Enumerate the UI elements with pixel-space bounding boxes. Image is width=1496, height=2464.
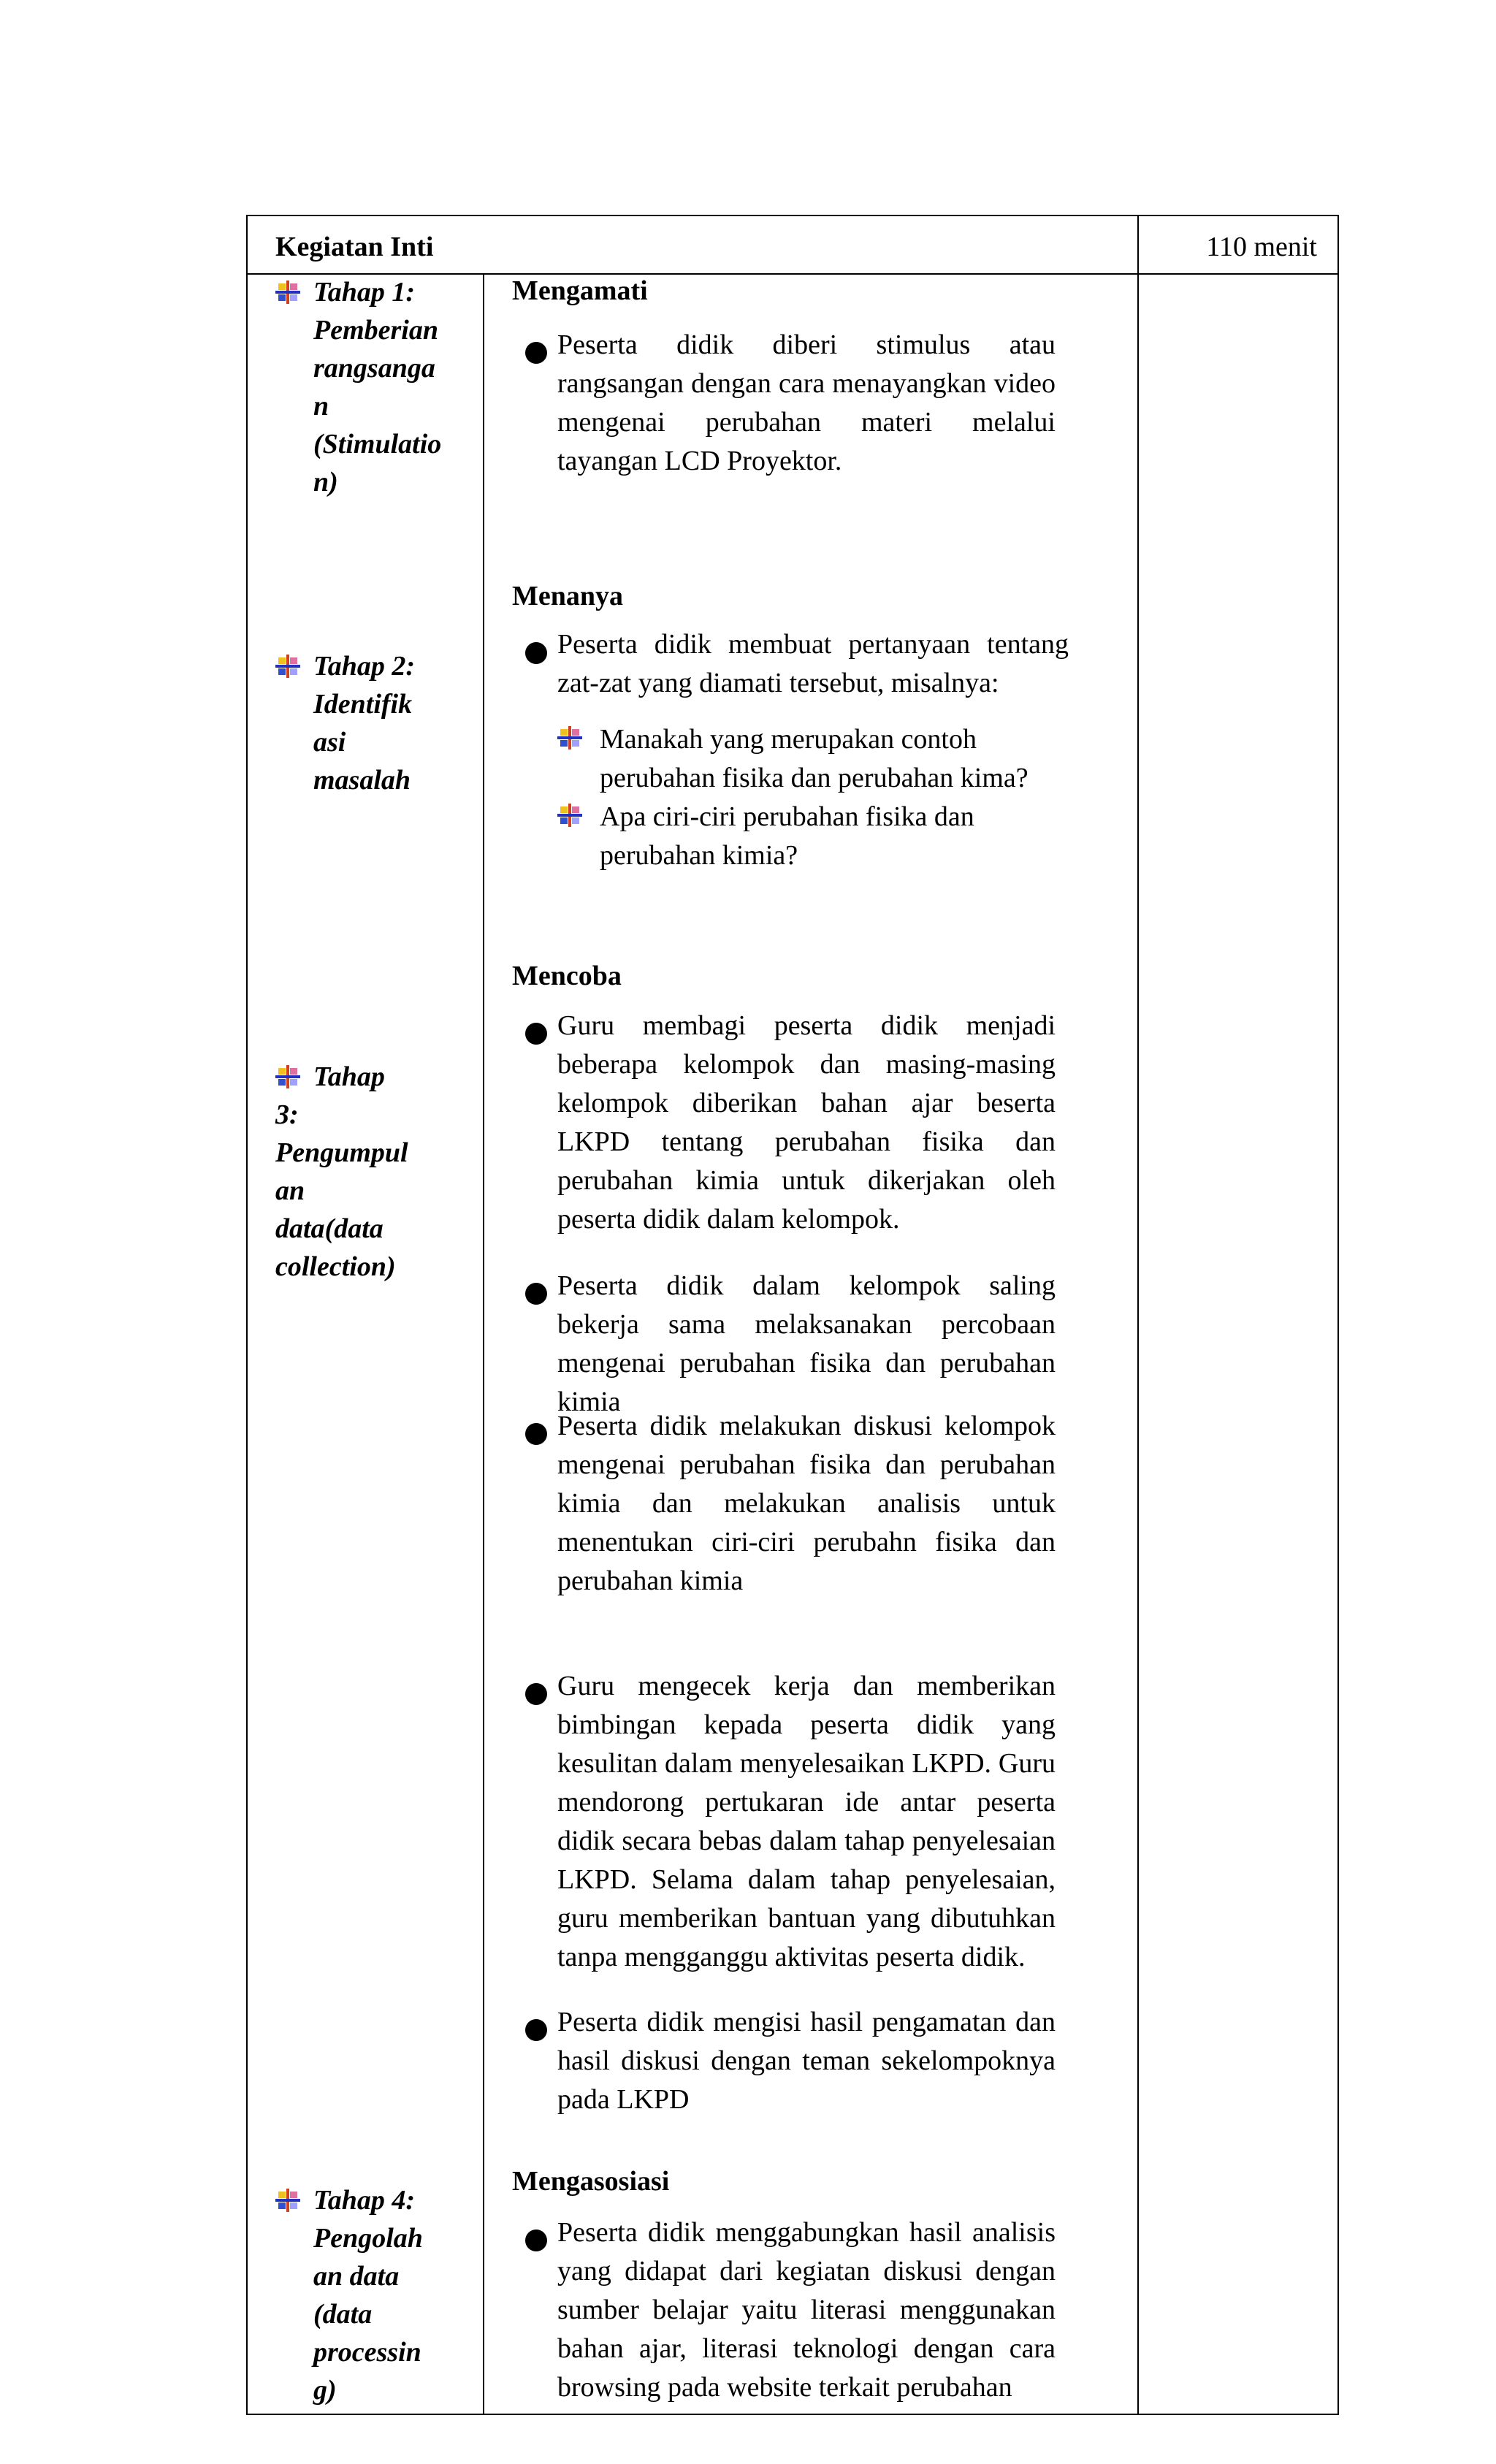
flag-bullet-icon [557, 804, 582, 827]
section-title-mengasosiasi: Mengasosiasi [512, 2166, 670, 2197]
stage-4 [275, 2181, 465, 2409]
mencoba-item: Guru membagi peserta didik menjadi beberapa kelompok dan masing-masing kelompok diberikan bahan ajar beserta LKPD tentang perubahan fisika dan perubahan kimia untuk dikerjakan oleh peserta didik dalam kelompok. [557, 1010, 1056, 1235]
stage-3-label: Tahap 3: Pengumpul an data(data collection) [275, 1061, 408, 1282]
menanya-subitem-text: Manakah yang merupakan contoh perubahan fisika dan perubahan kima? [600, 724, 1028, 793]
stage-2 [275, 647, 465, 799]
menanya-subitem [557, 798, 1056, 875]
flag-bullet-icon [557, 726, 582, 750]
section-title-mencoba: Mencoba [512, 961, 622, 991]
column-divider-time [1137, 216, 1139, 2414]
stage-4-label: Tahap 4: Pengolah an data (data processin g) [313, 2185, 423, 2406]
mengamati-item: Peserta didik diberi stimulus atau rangsangan dengan cara menayangkan video mengenai perubahan materi melalui tayangan LCD Proyektor. [557, 329, 1056, 476]
section-title-mengamati: Mengamati [512, 275, 648, 306]
menanya-subitem [557, 720, 1056, 798]
menanya-subitem-text: Apa ciri-ciri perubahan fisika dan perubahan kimia? [600, 801, 974, 871]
stage-3 [275, 1058, 465, 1286]
column-divider-stage [483, 273, 484, 2414]
stage-2-label: Tahap 2: Identifik asi masalah [313, 651, 416, 796]
flag-bullet-icon [275, 655, 300, 678]
mencoba-item: Guru mengecek kerja dan memberikan bimbingan kepada peserta didik yang kesulitan dalam menyelesaikan LKPD. Guru mendorong pertukaran ide antar peserta didik secara bebas dalam tahap penyelesaian LKPD. Selama dalam tahap penyelesaian, guru memberikan bantuan yang dibutuhkan tanpa mengganggu aktivitas peserta didik. [557, 1671, 1056, 1972]
activity-duration: 110 menit [1206, 232, 1317, 262]
activity-title: Kegiatan Inti [275, 232, 434, 262]
lesson-activity-table [246, 215, 1339, 2415]
section-title-menanya: Menanya [512, 581, 623, 611]
mencoba-item: Peserta didik mengisi hasil pengamatan dan hasil diskusi dengan teman sekelompoknya pada LKPD [557, 2007, 1056, 2115]
flag-bullet-icon [275, 2189, 300, 2212]
stage-1-label: Tahap 1: Pemberian rangsanga n (Stimulatio n) [313, 277, 442, 497]
mencoba-item: Peserta didik melakukan diskusi kelompok mengenai perubahan fisika dan perubahan kimia dan melakukan analisis untuk menentukan ciri-ciri perubahn fisika dan perubahan kimia [557, 1411, 1056, 1596]
flag-bullet-icon [275, 281, 300, 304]
mencoba-item: Peserta didik dalam kelompok saling bekerja sama melaksanakan percobaan mengenai perubahan fisika dan perubahan kimia [557, 1270, 1056, 1417]
mengasosiasi-item: Peserta didik menggabungkan hasil analisis yang didapat dari kegiatan diskusi dengan sumber belajar yaitu literasi menggunakan bahan ajar, literasi teknologi dengan cara browsing pada website terkait perubahan [557, 2217, 1056, 2403]
stage-1 [275, 273, 465, 501]
menanya-item: Peserta didik membuat pertanyaan tentang zat-zat yang diamati tersebut, misalnya: [557, 629, 1069, 698]
flag-bullet-icon [275, 1065, 300, 1088]
